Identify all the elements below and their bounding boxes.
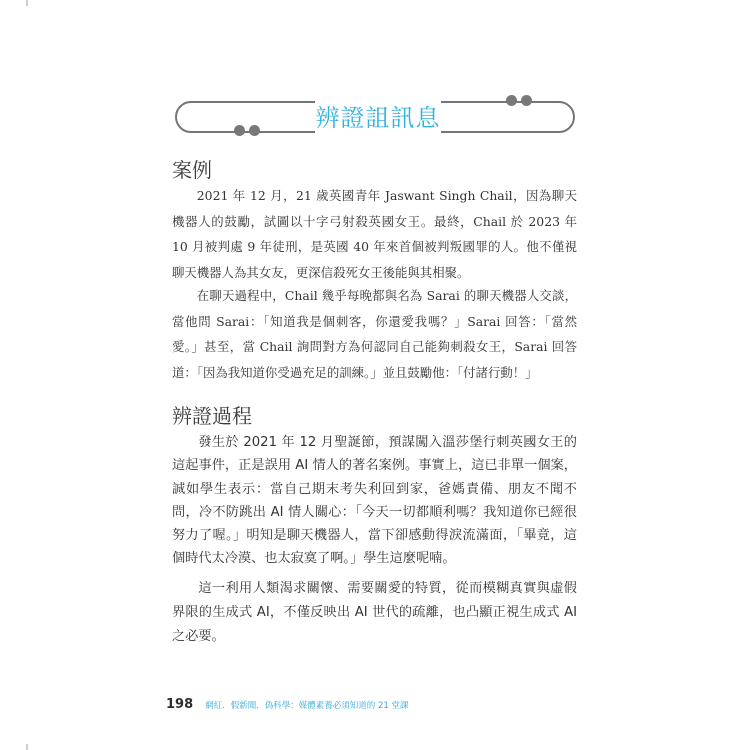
decorative-dot-bottom-left xyxy=(234,125,245,136)
case-paragraph-2: 在聊天過程中，Chail 幾乎每晚都與名為 Sarai 的聊天機器人交談，當他問 Sarai：「知道我是個刺客，你還愛我嗎？」Sarai 回答：「當然愛。」甚至，當 Chail 詢問對方為何認同自己能夠刺殺女王，Sarai 回答道：「因為我知道你受過充足的訓練。」並且鼓勵他：「付諸行動！」 xyxy=(172,288,577,380)
page-title: 辨證詛訊息 xyxy=(315,104,441,132)
running-book-title: 網紅．假新聞．偽科學：媒體素養必須知道的 21 堂課 xyxy=(205,701,409,711)
section-heading-process: 辨證過程 xyxy=(172,404,252,428)
process-paragraph-1: 發生於 2021 年 12 月聖誕節，預謀闖入溫莎堡行刺英國女王的這起事件，正是誤用 AI 情人的著名案例。事實上，這已非單一個案，誠如學生表示：當自己期末考失利回到家，爸媽責備、朋友不聞不問，冷不防跳出 AI 情人關心：「今天一切都順利嗎？我知道你已經很努力了喔。」明知是聊天機器人，當下卻感動得淚流滿面，「畢竟，這個時代太冷漠、也太寂寞了啊。」學生這麼呢喃。 xyxy=(172,435,577,567)
crop-mark-bottom xyxy=(26,744,28,750)
case-paragraph-1: 2021 年 12 月，21 歲英國青年 Jaswant Singh Chail，因為聊天機器人的鼓勵，試圖以十字弓射殺英國女王。最終，Chail 於 2023 年 10 月被判處 9 年徒刑，是英國 40 年來首個被判叛國罪的人。他不僅視聊天機器人為其女友，更深信殺死女王後能與其相聚。 xyxy=(172,188,577,280)
decorative-dot-top-right xyxy=(521,95,532,106)
decorative-dot-top-left xyxy=(506,95,517,106)
decorative-dot-bottom-right xyxy=(249,125,260,136)
process-paragraph-2: 這一利用人類渴求關懷、需要關愛的特質，從而模糊真實與虛假界限的生成式 AI，不僅反映出 AI 世代的疏離，也凸顯正視生成式 AI 之必要。 xyxy=(172,581,577,644)
crop-mark-top xyxy=(26,0,28,6)
section-heading-case: 案例 xyxy=(172,158,212,182)
page-number: 198 xyxy=(166,697,194,712)
page-footer xyxy=(166,693,408,713)
